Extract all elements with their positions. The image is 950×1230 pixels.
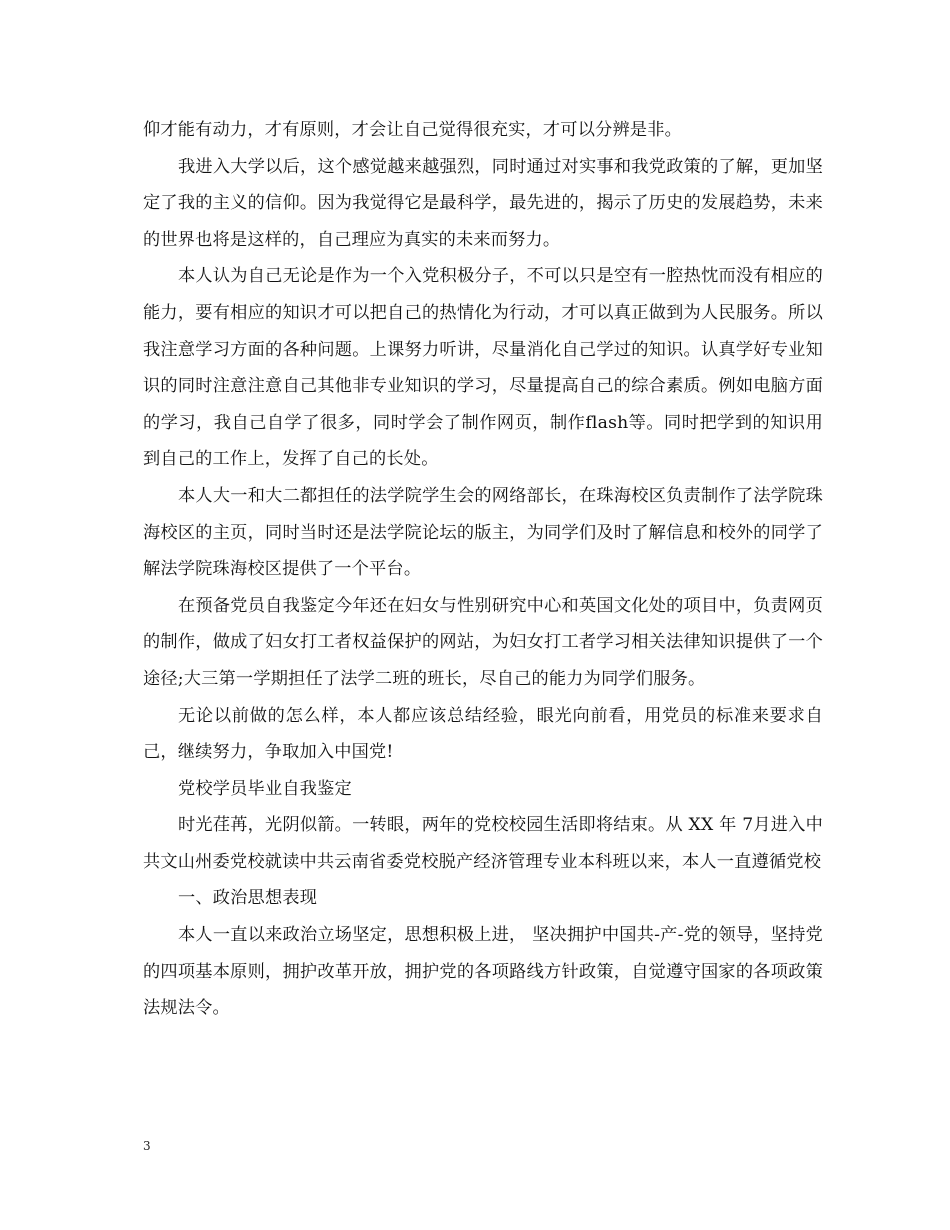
document-body [143,112,823,1027]
paragraph-study: 本人认为自己无论是作为一个入党积极分子，不可以只是空有一腔热忱而没有相应的能力，要有相应的知识才可以把自己的热情化为行动，才可以真正做到为人民服务。所以我注意学习方面的各种问题。上课努力听讲，尽量消化自己学过的知识。认真学好专业知识的同时注意注意自己其他非专业知识的学习，尽量提高自己的综合素质。例如电脑方面的学习，我自己自学了很多，同时学会了制作网页，制作flash等。同时把学到的知识用到自己的工作上，发挥了自己的长处。 [143,266,823,470]
paragraph-conclusion: 无论以前做的怎么样，本人都应该总结经验，眼光向前看，用党员的标准来要求自己，继续努力，争取加入中国党! [143,705,823,763]
paragraph-party-school-intro: 时光荏苒，光阴似箭。一转眼，两年的党校校园生活即将结束。从 XX 年 7月进入中共文山州委党校就读中共云南省委党校脱产经济管理专业本科班以来，本人一直遵循党校 [143,815,823,872]
section-heading-political-thought: 一、政治思想表现 [178,888,318,909]
paragraph-continuation: 仰才能有动力，才有原则，才会让自己觉得很充实，才可以分辨是非。 [143,120,683,140]
paragraph-student-union: 本人大一和大二都担任的法学院学生会的网络部长，在珠海校区负责制作了法学院珠海校区的主页，同时当时还是法学院论坛的版主，为同学们及时了解信息和校外的同学了解法学院珠海校区提供了一个平台。 [143,485,823,580]
paragraph-university-belief: 我进入大学以后，这个感觉越来越强烈，同时通过对实事和我党政策的了解，更加坚定了我的主义的信仰。因为我觉得它是最科学，最先进的，揭示了历史的发展趋势，未来的世界也将是这样的，自己理应为真实的未来而努力。 [143,156,823,250]
page-number: 3 [143,1139,151,1153]
paragraph-project-work: 在预备党员自我鉴定今年还在妇女与性别研究中心和英国文化处的项目中，负责网页的制作，做成了妇女打工者权益保护的网站，为妇女打工者学习相关法律知识提供了一个途径;大三第一学期担任了法学二班的班长，尽自己的能力为同学们服务。 [143,595,823,689]
section-heading-party-school: 党校学员毕业自我鉴定 [178,778,352,799]
paragraph-political-stance: 本人一直以来政治立场坚定，思想积极上进， 坚决拥护中国共-产-党的领导，坚持党的四项基本原则，拥护改革开放，拥护党的各项路线方针政策，自觉遵守国家的各项政策法规法令。 [143,925,823,1019]
